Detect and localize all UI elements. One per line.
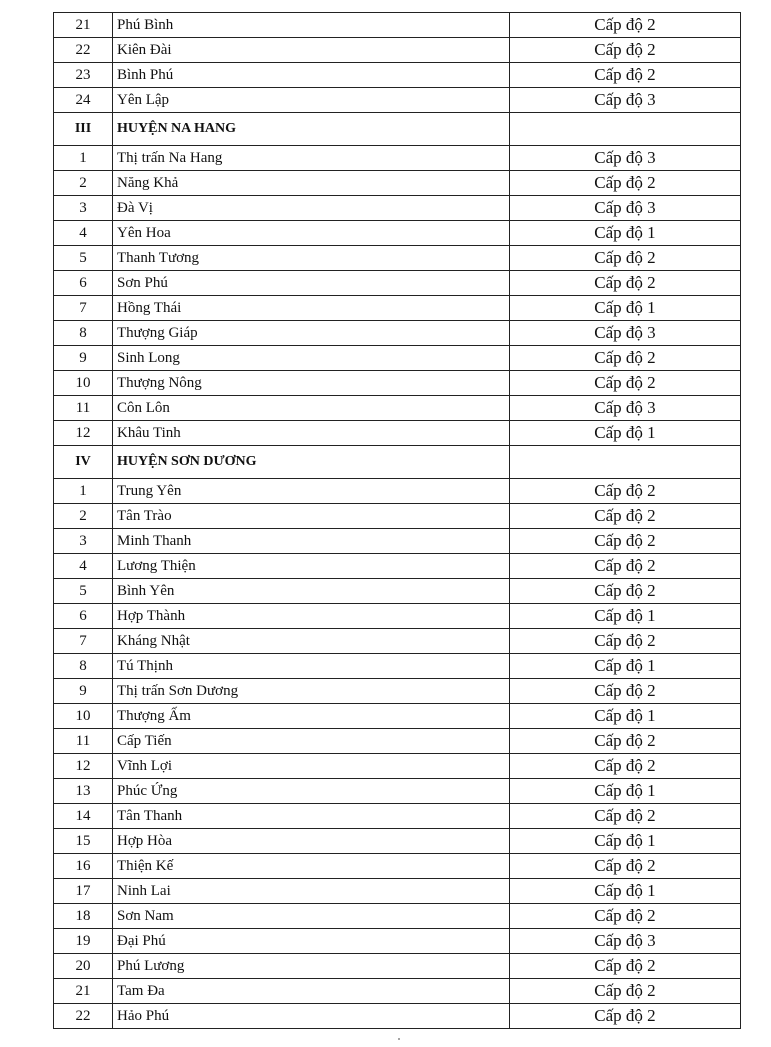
level-cell: Cấp độ 2 — [510, 854, 741, 879]
commune-name-cell: Khâu Tinh — [113, 421, 510, 446]
commune-name-cell: Thanh Tương — [113, 246, 510, 271]
level-cell: Cấp độ 2 — [510, 271, 741, 296]
commune-name-cell: Thị trấn Sơn Dương — [113, 679, 510, 704]
stt-cell: 5 — [54, 579, 113, 604]
table-row — [54, 879, 741, 904]
level-cell: Cấp độ 2 — [510, 171, 741, 196]
stt-cell: 1 — [54, 146, 113, 171]
table-row — [54, 504, 741, 529]
commune-name-cell: Kháng Nhật — [113, 629, 510, 654]
commune-name-cell: Trung Yên — [113, 479, 510, 504]
table-row — [54, 346, 741, 371]
commune-name-cell: Bình Phú — [113, 63, 510, 88]
table-row — [54, 221, 741, 246]
table-row — [54, 196, 741, 221]
stt-cell: 3 — [54, 529, 113, 554]
level-cell: Cấp độ 2 — [510, 754, 741, 779]
stt-cell: 12 — [54, 421, 113, 446]
level-cell: Cấp độ 1 — [510, 829, 741, 854]
stt-cell: 13 — [54, 779, 113, 804]
table-row — [54, 63, 741, 88]
table-row — [54, 679, 741, 704]
commune-level-table-container — [53, 12, 741, 1029]
stt-cell: 2 — [54, 171, 113, 196]
level-cell: Cấp độ 3 — [510, 88, 741, 113]
table-row — [54, 754, 741, 779]
commune-name-cell: Hồng Thái — [113, 296, 510, 321]
level-cell — [510, 446, 741, 479]
level-cell: Cấp độ 2 — [510, 246, 741, 271]
stt-cell: 8 — [54, 654, 113, 679]
level-cell: Cấp độ 3 — [510, 321, 741, 346]
table-row — [54, 829, 741, 854]
table-row — [54, 554, 741, 579]
commune-name-cell: Thiện Kế — [113, 854, 510, 879]
table-row — [54, 1004, 741, 1029]
level-cell: Cấp độ 3 — [510, 396, 741, 421]
level-cell: Cấp độ 1 — [510, 604, 741, 629]
stt-cell: 10 — [54, 704, 113, 729]
commune-name-cell: Năng Khả — [113, 171, 510, 196]
level-cell: Cấp độ 2 — [510, 1004, 741, 1029]
commune-name-cell: Thượng Ấm — [113, 704, 510, 729]
stt-cell: 17 — [54, 879, 113, 904]
commune-name-cell: Yên Lập — [113, 88, 510, 113]
level-cell: Cấp độ 2 — [510, 579, 741, 604]
commune-name-cell: Sơn Phú — [113, 271, 510, 296]
level-cell: Cấp độ 1 — [510, 779, 741, 804]
table-row — [54, 38, 741, 63]
stt-cell: 4 — [54, 554, 113, 579]
stt-cell: 14 — [54, 804, 113, 829]
level-cell: Cấp độ 1 — [510, 879, 741, 904]
section-header-row — [54, 113, 741, 146]
level-cell: Cấp độ 2 — [510, 804, 741, 829]
table-row — [54, 729, 741, 754]
stt-cell: 22 — [54, 38, 113, 63]
commune-name-cell: Lương Thiện — [113, 554, 510, 579]
level-cell: Cấp độ 2 — [510, 629, 741, 654]
stt-cell: 7 — [54, 629, 113, 654]
stt-cell: 18 — [54, 904, 113, 929]
commune-name-cell: Phúc Ứng — [113, 779, 510, 804]
level-cell: Cấp độ 2 — [510, 979, 741, 1004]
commune-name-cell: Phú Bình — [113, 13, 510, 38]
commune-name-cell: Côn Lôn — [113, 396, 510, 421]
commune-name-cell: Ninh Lai — [113, 879, 510, 904]
district-name-cell: HUYỆN NA HANG — [113, 113, 510, 146]
commune-name-cell: Sinh Long — [113, 346, 510, 371]
stt-cell: 11 — [54, 729, 113, 754]
commune-name-cell: Kiên Đài — [113, 38, 510, 63]
level-cell: Cấp độ 1 — [510, 421, 741, 446]
commune-name-cell: Sơn Nam — [113, 904, 510, 929]
table-row — [54, 929, 741, 954]
level-cell: Cấp độ 2 — [510, 371, 741, 396]
commune-name-cell: Đà Vị — [113, 196, 510, 221]
table-row — [54, 654, 741, 679]
commune-name-cell: Tân Trào — [113, 504, 510, 529]
level-cell: Cấp độ 2 — [510, 954, 741, 979]
table-row — [54, 13, 741, 38]
page-footer-mark — [398, 1038, 400, 1040]
stt-cell: 12 — [54, 754, 113, 779]
table-row — [54, 396, 741, 421]
stt-cell: 6 — [54, 271, 113, 296]
level-cell: Cấp độ 3 — [510, 196, 741, 221]
level-cell: Cấp độ 3 — [510, 929, 741, 954]
level-cell: Cấp độ 2 — [510, 63, 741, 88]
district-name-cell: HUYỆN SƠN DƯƠNG — [113, 446, 510, 479]
table-row — [54, 296, 741, 321]
table-row — [54, 321, 741, 346]
commune-name-cell: Hợp Thành — [113, 604, 510, 629]
level-cell: Cấp độ 1 — [510, 704, 741, 729]
table-row — [54, 704, 741, 729]
commune-name-cell: Bình Yên — [113, 579, 510, 604]
commune-name-cell: Tú Thịnh — [113, 654, 510, 679]
commune-name-cell: Phú Lương — [113, 954, 510, 979]
table-row — [54, 529, 741, 554]
commune-name-cell: Đại Phú — [113, 929, 510, 954]
stt-cell: 2 — [54, 504, 113, 529]
level-cell: Cấp độ 3 — [510, 146, 741, 171]
level-cell: Cấp độ 2 — [510, 729, 741, 754]
stt-cell: III — [54, 113, 113, 146]
level-cell: Cấp độ 2 — [510, 904, 741, 929]
commune-name-cell: Tân Thanh — [113, 804, 510, 829]
stt-cell: 16 — [54, 854, 113, 879]
stt-cell: 20 — [54, 954, 113, 979]
stt-cell: 24 — [54, 88, 113, 113]
table-row — [54, 371, 741, 396]
table-row — [54, 579, 741, 604]
table-row — [54, 904, 741, 929]
stt-cell: 7 — [54, 296, 113, 321]
section-header-row — [54, 446, 741, 479]
stt-cell: 11 — [54, 396, 113, 421]
commune-name-cell: Thượng Giáp — [113, 321, 510, 346]
commune-name-cell: Vĩnh Lợi — [113, 754, 510, 779]
commune-name-cell: Thị trấn Na Hang — [113, 146, 510, 171]
stt-cell: 22 — [54, 1004, 113, 1029]
stt-cell: 23 — [54, 63, 113, 88]
table-row — [54, 271, 741, 296]
table-row — [54, 479, 741, 504]
stt-cell: 5 — [54, 246, 113, 271]
commune-name-cell: Tam Đa — [113, 979, 510, 1004]
stt-cell: 9 — [54, 679, 113, 704]
table-row — [54, 779, 741, 804]
table-row — [54, 604, 741, 629]
level-cell: Cấp độ 1 — [510, 654, 741, 679]
level-cell: Cấp độ 2 — [510, 38, 741, 63]
level-cell: Cấp độ 2 — [510, 554, 741, 579]
commune-name-cell: Thượng Nông — [113, 371, 510, 396]
level-cell: Cấp độ 1 — [510, 296, 741, 321]
commune-name-cell: Hợp Hòa — [113, 829, 510, 854]
commune-name-cell: Cấp Tiến — [113, 729, 510, 754]
stt-cell: 8 — [54, 321, 113, 346]
stt-cell: 3 — [54, 196, 113, 221]
table-row — [54, 246, 741, 271]
table-row — [54, 146, 741, 171]
commune-name-cell: Hảo Phú — [113, 1004, 510, 1029]
commune-name-cell: Yên Hoa — [113, 221, 510, 246]
commune-level-table — [53, 12, 741, 1029]
table-row — [54, 979, 741, 1004]
table-row — [54, 171, 741, 196]
stt-cell: 6 — [54, 604, 113, 629]
stt-cell: 9 — [54, 346, 113, 371]
table-row — [54, 854, 741, 879]
level-cell: Cấp độ 2 — [510, 679, 741, 704]
stt-cell: 21 — [54, 979, 113, 1004]
table-row — [54, 954, 741, 979]
stt-cell: 19 — [54, 929, 113, 954]
table-row — [54, 88, 741, 113]
table-body — [54, 13, 741, 1029]
commune-name-cell: Minh Thanh — [113, 529, 510, 554]
level-cell: Cấp độ 2 — [510, 346, 741, 371]
level-cell: Cấp độ 2 — [510, 479, 741, 504]
level-cell: Cấp độ 2 — [510, 529, 741, 554]
stt-cell: 21 — [54, 13, 113, 38]
stt-cell: 4 — [54, 221, 113, 246]
stt-cell: 15 — [54, 829, 113, 854]
level-cell: Cấp độ 2 — [510, 504, 741, 529]
stt-cell: 1 — [54, 479, 113, 504]
level-cell: Cấp độ 2 — [510, 13, 741, 38]
level-cell — [510, 113, 741, 146]
table-row — [54, 629, 741, 654]
table-row — [54, 421, 741, 446]
table-row — [54, 804, 741, 829]
stt-cell: IV — [54, 446, 113, 479]
stt-cell: 10 — [54, 371, 113, 396]
level-cell: Cấp độ 1 — [510, 221, 741, 246]
